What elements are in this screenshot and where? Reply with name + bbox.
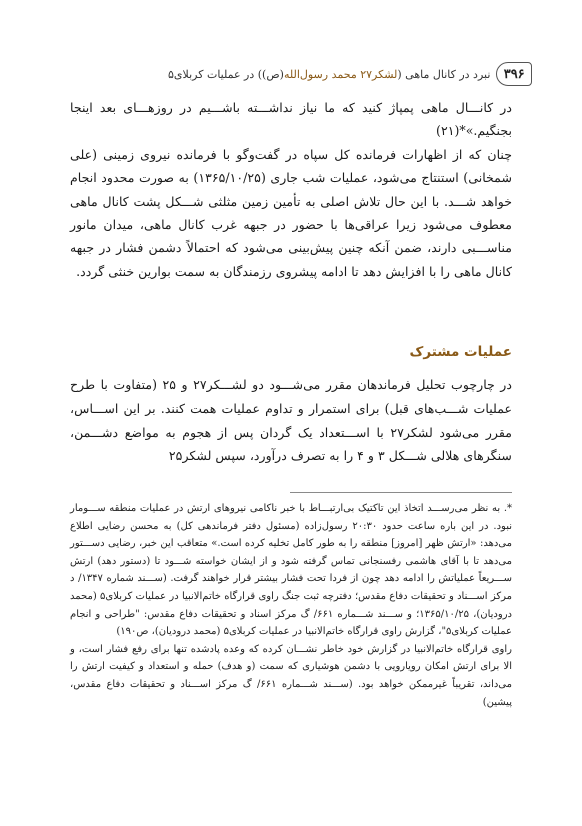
paragraph-2: چنان که از اظهارات فرمانده کل سپاه در گفت‌وگو با فرمانده نیروی زمینی (علی شمخانی) استنتاج می‌شود، عملیات شب جاری (۱۳۶۵/۱۰/۲۵) به صورت محدود انجام خواهد شـــد. با این حال تلاش اصلی به تأمین زمین مثلثی شـــکل پشت کانال ماهی معطوف می‌شود زیرا عراقی‌ها با حضور در جبهه غرب کانال ماهی، میدان مانور مناســـبی دارند، ضمن آنکه چنین پیش‌بینی می‌شود که احتمالاً دشمن فشار در جبهه کانال ماهی را با افزایش دهد تا ادامه پیشروی رزمندگان به سمت بوارین خنثی گردد. <box>70 146 512 279</box>
paragraph-3: در چارچوب تحلیل فرماندهان مقرر می‌شـــود دو لشـــکر۲۷ و ۲۵ (متفاوت با طرح عملیات شـــب‌های قبل) برای استمرار و تداوم عملیات همت کنند. بر این اســـاس، مقرر می‌شود لشکر۲۷ با اســـتعداد یک گردان پس از هجوم به مواضع دشـــمن، سنگرهای هلالی شـــکل ۳ و ۴ را به تصرف درآورد، سپس لشکر۲۵ <box>70 377 512 464</box>
footnotes <box>70 500 512 711</box>
header-title-suffix: (ص)) در عملیات کربلای۵ <box>168 67 284 81</box>
footnote-2: راوی قرارگاه خاتم‌الانبیا در گزارش خود خاطر نشـــان کرده که وعده پادشده تنها برای رفع فشار است، و الا برای ارتش امکان رویارویی با دشمن هوشیاری که سمت (و هدف) حمله و استعداد و کیفیت ارتش را می‌داند، تقریباً غیرممکن خواهد بود. (ســـند شـــماره ۶۶۱/ گ مرکز اســـناد و تحقیقات دفاع مقدس، پیشین) <box>70 643 513 708</box>
footnote-1: *. به نظر می‌رســـد اتخاذ این تاکتیک بی‌ارتبـــاط با خبر ناکامی نیروهای ارتش در عملیات منطقه ســـومار نبود. در این باره ساعت حدود ۲۰:۳۰ رسول‌زاده (مسئول دفتر فرماندهی کل) به محسن رضایی اطلاع می‌دهد: «ارتش ظهر [امروز] منطقه را به طور کامل تخلیه کرده است.» متعاقب این خبر، رضایی دســـتور می‌دهد تا با آقای هاشمی رفسنجانی تماس گرفته شود و از ایشان خواسته شـــود تا (دستور دهد) ارتش ســـریعاً عملیاتش را ادامه دهد چون از فردا تحت فشار بیشتر قرار خواهند گرفت. (ســـند شماره ۱۳۴۷/ د مرکز اســـناد و تحقیقات دفاع مقدس؛ دفترچه ثبت جنگ راوی قرارگاه خاتم‌الانبیا در عملیات کربلای۵ (محمد درودیان)، ۱۳۶۵/۱۰/۲۵؛ و ســـند شـــماره ۶۶۱/ گ مرکز اسناد و تحقیقات دفاع مقدس: "طراحی و انجام عملیات کربلای۵"، گزارش راوی قرارگاه خاتم‌الانبیا در عملیات کربلای۵ (محمد درودیان)، ص۱۹۰) <box>70 503 513 638</box>
body-text <box>70 96 512 283</box>
running-header-title <box>160 68 496 81</box>
body-text-2 <box>70 373 512 468</box>
header-title-prefix: نبرد در کانال ماهی ( <box>397 67 491 81</box>
paragraph-1: در کانـــال ماهی پمپاژ کنید که ما نیاز نداشـــته باشـــیم در روزهـــای بعد اینجا بجنگیم.»*(۲۱) <box>70 100 512 139</box>
running-header <box>160 62 532 86</box>
header-title-accent: لشکر۲۷ محمد رسول‌الله <box>283 67 398 81</box>
footnote-separator <box>290 492 512 493</box>
page-number: ۳۹۶ <box>496 62 532 86</box>
section-heading: عملیات مشترک <box>409 344 512 360</box>
